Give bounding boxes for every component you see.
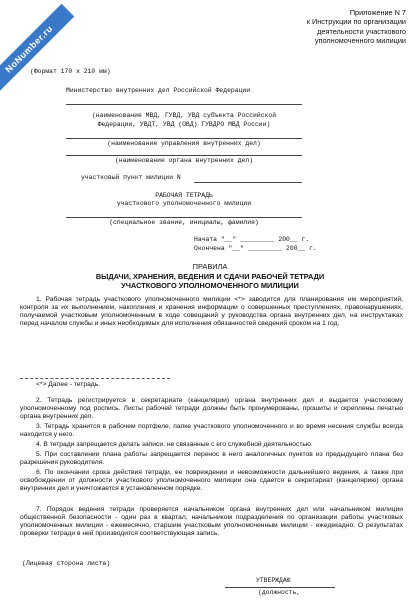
org-caption-2: Федерации, УВДТ, УВД (ОВД) ГУВДРО МВД России) bbox=[97, 121, 271, 128]
front-side-note: (Лицевая сторона листа) bbox=[22, 560, 111, 567]
organ-caption: (наименование органа внутренних дел) bbox=[114, 157, 254, 164]
footnote: <*> Далее - тетрадь. bbox=[36, 381, 101, 388]
ministry-name: Министерство внутренних дел Российской Федерации bbox=[66, 87, 251, 94]
rule-paragraph-1: 1. Рабочая тетрадь участкового уполномоченного милиции <*> заводится для планирования им мероприятий, контроля за их выполнением, накопления и хранения информации о совершенных преступлениях, правонарушениях, получаемой участковым уполномоченным в ходе совещаний у руководства органа внутренних дел, на инструктажах перед началом службы и иных необходимых для исполнения обязанностей сведений сроком на 1 год. bbox=[20, 296, 403, 328]
rules-heading: ПРАВИЛА bbox=[192, 262, 228, 271]
rule-paragraph-4: 4. В тетради запрещается делать записи, не связанные с его служебной деятельностью. bbox=[36, 441, 313, 448]
org-caption-1: (наименование МВД, ГУВД, УВД субъекта Российской bbox=[91, 112, 277, 119]
rule-paragraph-6: 6. По окончании срока действия тетради, ее повреждении и невозможности дальнейшего ведения, а также при освобождении от должности участкового уполномоченного милиции она сдается в секретариат (канцелярию) органа внутренних дел и уничтожается в установленном порядке. bbox=[20, 469, 403, 493]
workbook-title: РАБОЧАЯ ТЕТРАДЬ bbox=[155, 192, 213, 199]
dept-underline bbox=[66, 138, 302, 139]
rule-paragraph-3: 3. Тетрадь хранится в рабочем портфеле, папке участкового уполномоченного и во время несения службы всегда находится у него. bbox=[20, 423, 403, 439]
rule-paragraph-5: 5. При составлении плана работы запрещается перенос в него аналогичных пунктов из предыдущего плана без разрешения руководителя. bbox=[20, 451, 403, 467]
dept-caption: (наименование управления внутренних дел) bbox=[107, 140, 261, 147]
point-number-line bbox=[194, 182, 302, 183]
watermark-ribbon bbox=[0, 4, 74, 95]
rule-paragraph-7: 7. Порядок ведения тетради проверяется начальником органа внутренних дел или начальником милиции общественной безопасности - один раз в квартал, начальником подразделения по организации работы участковых уполномоченных милиции - ежемесячно, старшим участковым уполномоченным милиции - ежедекадно. О результатах проверки тетради в ней производится соответствующая запись. bbox=[20, 506, 403, 538]
appendix-line: Приложение N 7 bbox=[349, 8, 406, 17]
appendix-line: деятельности участкового bbox=[317, 26, 406, 36]
appendix-line: к Инструкции по организации bbox=[306, 17, 406, 27]
footnote-separator bbox=[20, 378, 170, 379]
position-caption: (должность, bbox=[258, 589, 301, 596]
person-caption: (специальное звание, инициалы, фамилия) bbox=[109, 219, 259, 226]
watermark-text: NoNumber.ru bbox=[3, 23, 55, 75]
started-date: Начата "__" _________ 200__ г. bbox=[194, 236, 310, 243]
org-underline bbox=[66, 104, 302, 105]
finished-date: Окончена "__" _________ 200__ г. bbox=[194, 245, 317, 252]
rules-heading-line-3: УЧАСТКОВОГО УПОЛНОМОЧЕННОГО МИЛИЦИИ bbox=[121, 281, 299, 290]
rule-paragraph-2: 2. Тетрадь регистрируется в секретариате (канцелярии) органа внутренних дел и выдается участковому уполномоченному под роспись. Листы рабочей тетради должны быть пронумерованы, прошиты и скреплены печатью органа внутренних дел. bbox=[20, 397, 403, 421]
position-underline bbox=[225, 587, 335, 588]
person-underline bbox=[66, 217, 302, 218]
appendix-line: уполномоченного милиции bbox=[314, 35, 406, 45]
rules-heading-line-2: ВЫДАЧИ, ХРАНЕНИЯ, ВЕДЕНИЯ И СДАЧИ РАБОЧЕЙ ТЕТРАДИ bbox=[95, 272, 325, 281]
organ-underline bbox=[66, 155, 302, 156]
appendix-header bbox=[307, 8, 406, 45]
point-label: участковый пункт милиции N bbox=[81, 174, 181, 181]
format-note: (Формат 170 x 210 мм) bbox=[30, 68, 111, 75]
workbook-subtitle: участкового уполномоченного милиции bbox=[116, 200, 252, 207]
approve-label: УТВЕРЖДАЮ bbox=[256, 577, 291, 584]
